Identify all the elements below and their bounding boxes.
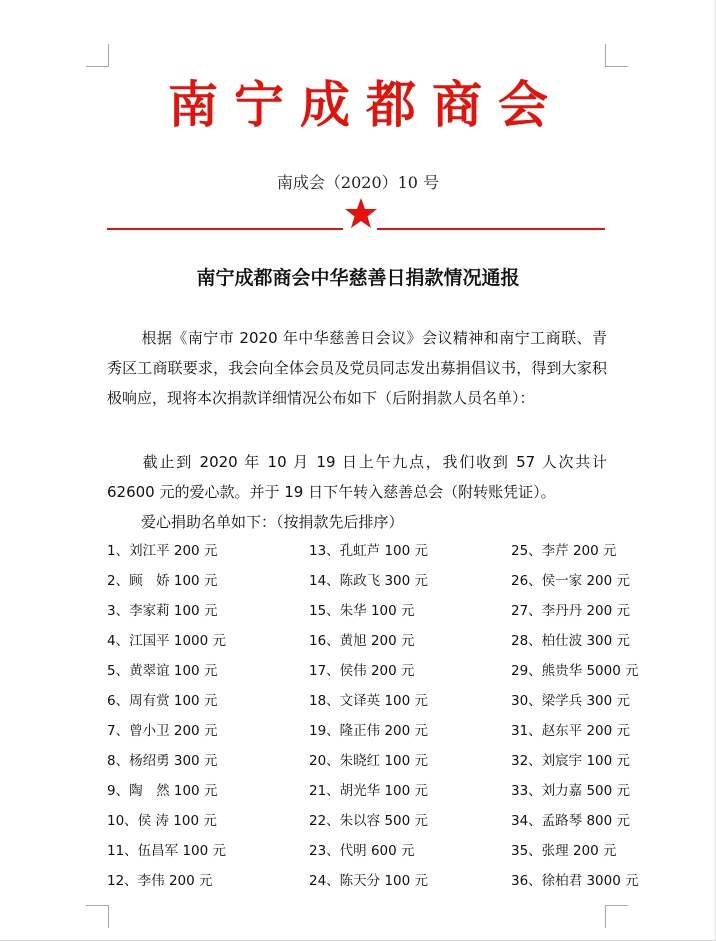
donor-entry: 5、黄翠谊 100 元 bbox=[107, 663, 218, 679]
crop-mark-bottom-left bbox=[86, 905, 109, 928]
red-star-icon bbox=[344, 197, 378, 229]
donor-entry: 2、顾 娇 100 元 bbox=[107, 573, 218, 589]
donor-entry: 21、胡光华 100 元 bbox=[309, 783, 429, 799]
donor-entry: 7、曾小卫 200 元 bbox=[107, 723, 218, 739]
donor-entry: 31、赵东平 200 元 bbox=[511, 723, 631, 739]
donor-entry: 28、柏仕波 300 元 bbox=[511, 633, 631, 649]
red-divider-left bbox=[107, 228, 343, 230]
document-title: 南宁成都商会中华慈善日捐款情况通报 bbox=[196, 267, 520, 289]
paragraph-summary-text: 截止到 2020 年 10 月 19 日上午九点，我们收到 57 人次共计 62600 元的爱心款。并于 19 日下午转入慈善总会（附转账凭证）。 bbox=[107, 453, 607, 501]
star-shape bbox=[345, 198, 377, 228]
donor-entry: 14、陈政飞 300 元 bbox=[309, 573, 429, 589]
donor-entry: 6、周有赏 100 元 bbox=[107, 693, 218, 709]
donor-entry: 30、梁学兵 300 元 bbox=[511, 693, 631, 709]
donor-entry: 29、熊贵华 5000 元 bbox=[511, 663, 639, 679]
donor-entry: 3、李家莉 100 元 bbox=[107, 603, 218, 619]
donor-entry: 16、黄旭 200 元 bbox=[309, 633, 415, 649]
donor-entry: 22、朱以容 500 元 bbox=[309, 813, 429, 829]
crop-mark-bottom-right bbox=[605, 905, 628, 928]
donor-entry: 1、刘江平 200 元 bbox=[107, 543, 218, 559]
paragraph-summary bbox=[107, 447, 607, 507]
paragraph-list-intro-text: 爱心捐助名单如下：（按捐款先后排序） bbox=[141, 513, 404, 531]
donor-entry: 15、朱华 100 元 bbox=[309, 603, 415, 619]
document-number: 南成会（2020）10 号 bbox=[276, 173, 440, 192]
red-divider-right bbox=[377, 228, 605, 230]
donor-entry: 4、江国平 1000 元 bbox=[107, 633, 227, 649]
donor-entry: 36、徐柏君 3000 元 bbox=[511, 873, 639, 889]
donor-entry: 35、张理 200 元 bbox=[511, 843, 617, 859]
donor-entry: 13、孔虹芦 100 元 bbox=[309, 543, 429, 559]
donor-entry: 33、刘力嘉 500 元 bbox=[511, 783, 631, 799]
donor-entry: 9、陶 然 100 元 bbox=[107, 783, 218, 799]
crop-mark-top-right bbox=[605, 44, 628, 67]
donor-entry: 19、隆正伟 200 元 bbox=[309, 723, 429, 739]
donor-entry: 12、李伟 200 元 bbox=[107, 873, 213, 889]
donor-entry: 17、侯伟 200 元 bbox=[309, 663, 415, 679]
donor-entry: 11、伍昌军 100 元 bbox=[107, 843, 227, 859]
donor-entry: 10、侯 涛 100 元 bbox=[107, 813, 217, 829]
donor-entry: 23、代明 600 元 bbox=[309, 843, 415, 859]
donor-entry: 18、文译英 100 元 bbox=[309, 693, 429, 709]
donor-entry: 34、孟路琴 800 元 bbox=[511, 813, 631, 829]
donor-entry: 8、杨绍勇 300 元 bbox=[107, 753, 218, 769]
donor-entry: 27、李丹丹 200 元 bbox=[511, 603, 631, 619]
donor-entry: 26、侯一家 200 元 bbox=[511, 573, 631, 589]
crop-mark-top-left bbox=[86, 44, 109, 67]
paragraph-intro-text: 根据《南宁市 2020 年中华慈善日会议》会议精神和南宁工商联、青秀区工商联要求，我会向全体会员及党员同志发出募捐倡议书，得到大家积极响应，现将本次捐款详细情况公布如下（后附捐款人员名单）： bbox=[107, 329, 607, 407]
donor-entry: 25、李芹 200 元 bbox=[511, 543, 617, 559]
donor-entry: 24、陈天分 100 元 bbox=[309, 873, 429, 889]
paragraph-list-intro bbox=[107, 507, 607, 537]
donor-entry: 32、刘宸宇 100 元 bbox=[511, 753, 631, 769]
organization-title: 南宁成都商会 bbox=[168, 76, 564, 134]
paragraph-intro bbox=[107, 323, 607, 413]
donor-entry: 20、朱晓红 100 元 bbox=[309, 753, 429, 769]
